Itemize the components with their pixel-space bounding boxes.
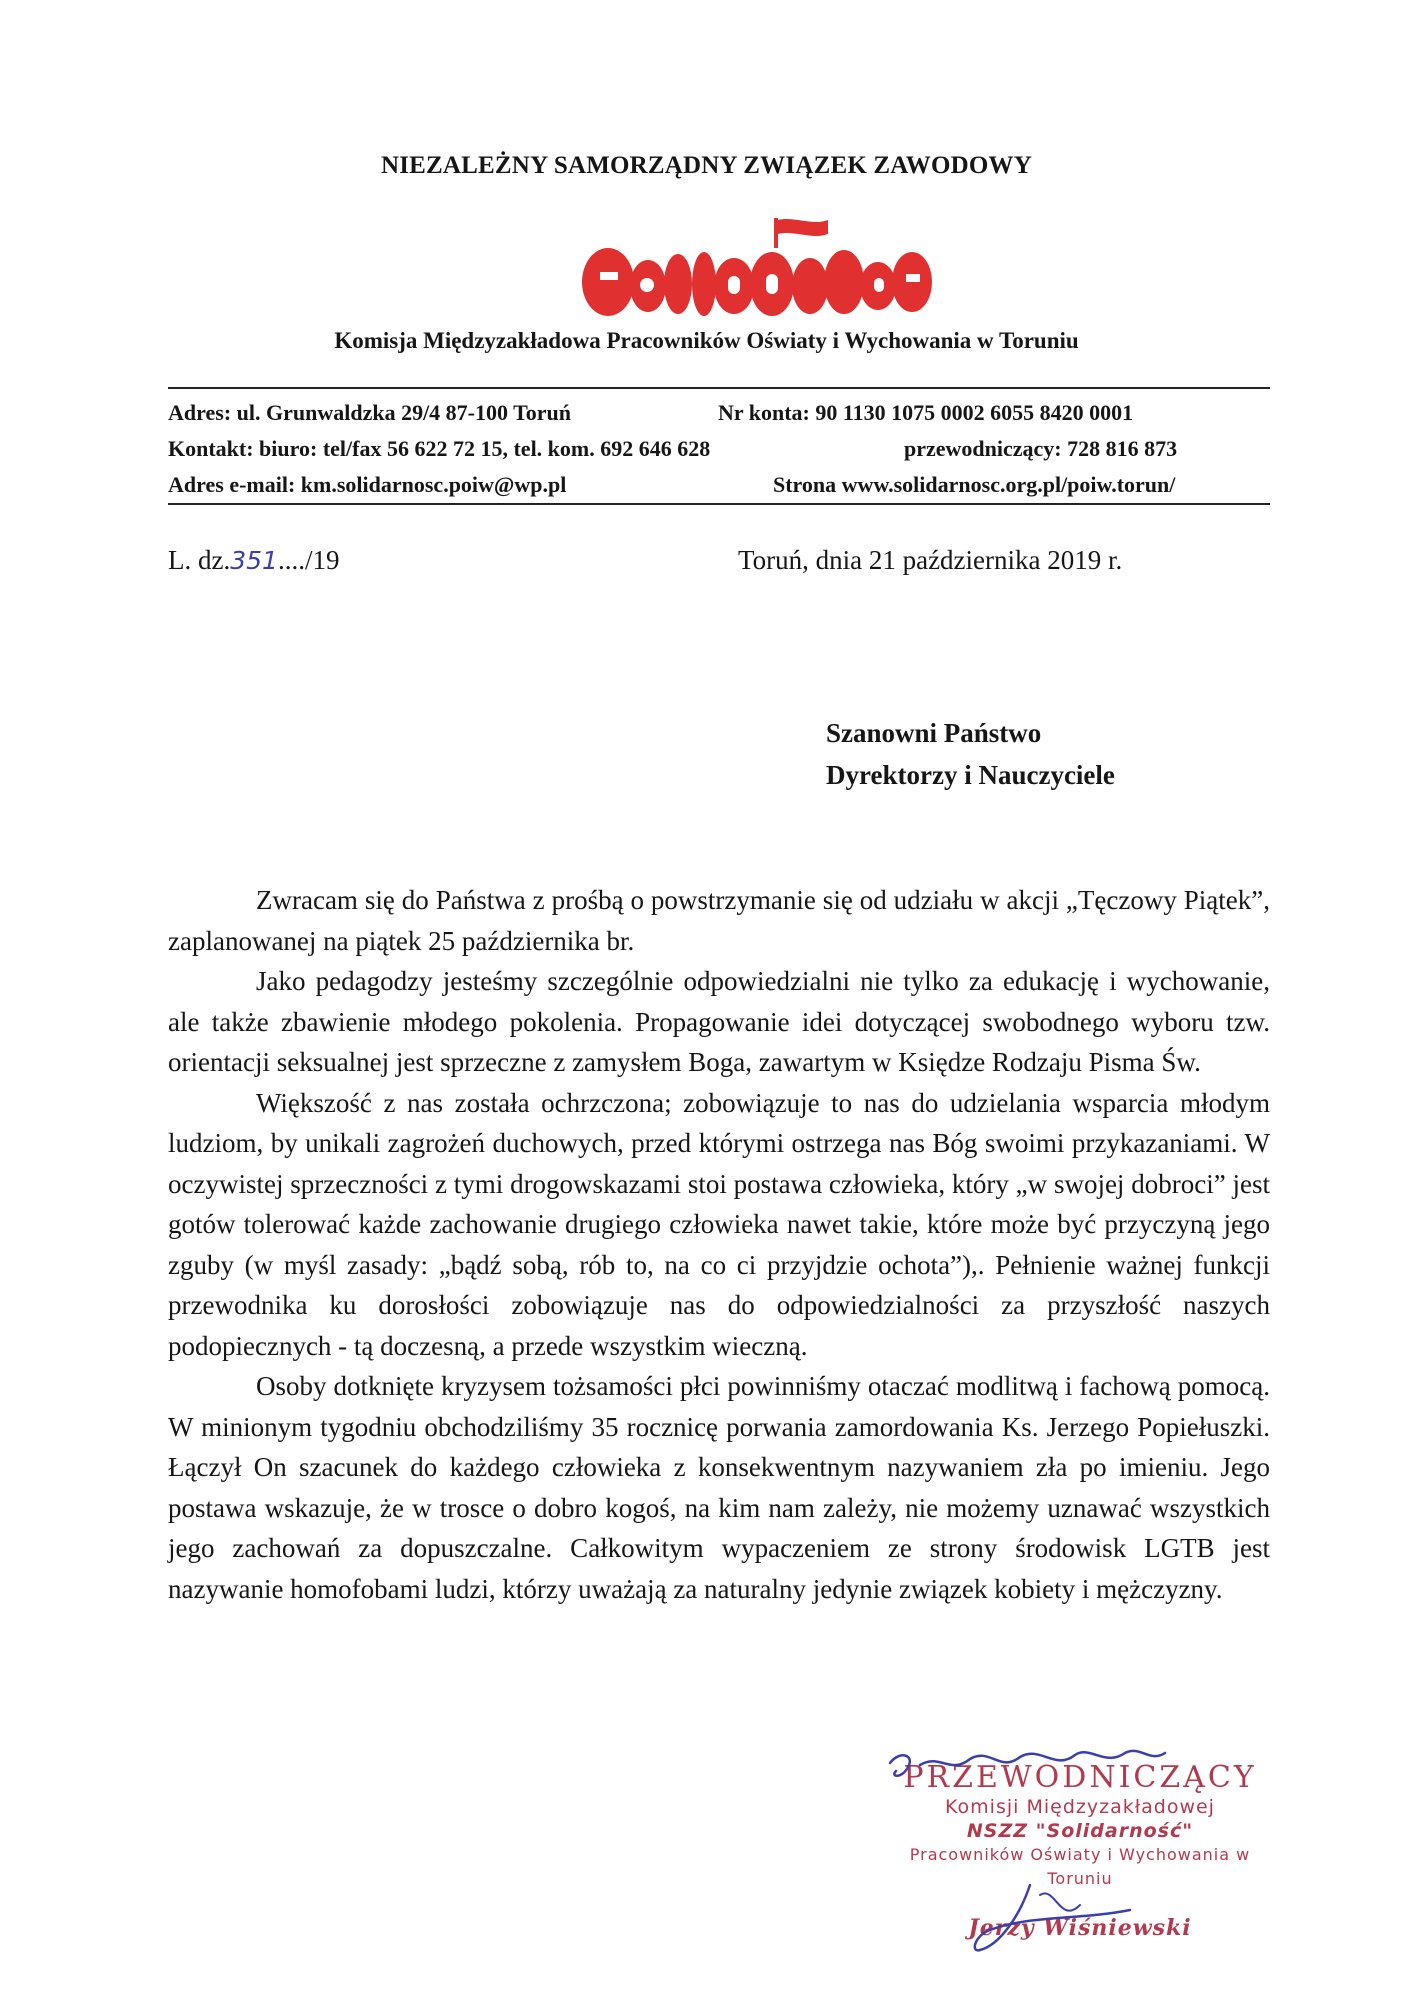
paragraph: Jako pedagodzy jesteśmy szczególnie odpowiedzialni nie tylko za edukację i wychowanie, ale także zbawienie młodego pokolenia. Propagowanie idei dotyczącej swobodnego wyboru tzw. orientacji seksualnej jest sprzeczne z zamysłem Boga, zawartym w Księdze Rodzaju Pisma Św. xyxy=(168,966,1270,1077)
stamp-line: NSZZ "Solidarność" xyxy=(966,1820,1194,1842)
solidarnosc-logo xyxy=(578,212,938,322)
paragraph: Osoby dotknięte kryzysem tożsamości płci powinniśmy otaczać modlitwą i fachową pomocą. W minionym tygodniu obchodziliśmy 35 rocznicę porwania zamordowania Ks. Jerzego Popiełuszki. Łączył On szacunek do każdego człowieka z konsekwentnym nazywaniem zła po imieniu. Jego postawa wskazuje, że w trosce o dobro kogoś, na kim nam zależy, nie możemy uznawać wszystkich jego zachowań za dopuszczalne. Całkowitym wypaczeniem ze strony środowisk LGTB jest nazywanie homofobami ludzi, którzy uważają za naturalny jedynie związek kobiety i mężczyzny. xyxy=(168,1371,1270,1604)
date-line: Toruń, dnia 21 października 2019 r. xyxy=(738,545,1123,575)
stamp-title: PRZEWODNICZĄCY xyxy=(903,1760,1257,1795)
header-divider-bottom xyxy=(168,503,1270,505)
chairman-phone: przewodniczący: 728 816 873 xyxy=(904,436,1178,461)
addressee-line-2: Dyrektorzy i Nauczyciele xyxy=(826,760,1115,790)
reference-number: L. dz.351..../19 xyxy=(168,545,340,575)
stamp-line: Komisji Międzyzakładowej xyxy=(945,1796,1215,1818)
stamp-name: Jerzy Wiśniewski xyxy=(968,1915,1192,1941)
paragraph: Zwracam się do Państwa z prośbą o powstrzymanie się od udziału w akcji „Tęczowy Piątek”, zaplanowanej na piątek 25 października br. xyxy=(168,885,1270,956)
commission-name: Komisja Międzyzakładowa Pracowników Oświaty i Wychowania w Toruniu xyxy=(334,328,1079,353)
office-contact: Kontakt: biuro: tel/fax 56 622 72 15, tel. kom. 692 646 628 xyxy=(168,436,711,461)
email: Adres e-mail: km.solidarnosc.poiw@wp.pl xyxy=(168,472,567,497)
letter-body xyxy=(168,880,1270,1609)
stamp-line: Pracowników Oświaty i Wychowania w Toruniu xyxy=(909,1845,1251,1888)
paragraph: Większość z nas została ochrzczona; zobowiązuje to nas do udzielania wsparcia młodym ludziom, by unikali zagrożeń duchowych, przed którymi ostrzega nas Bóg swoimi przykazaniami. W oczywistej sprzeczności z tymi drogowskazami stoi postawa człowieka, który „w swojej dobroci” jest gotów tolerować każde zachowanie drugiego człowieka nawet takie, które może być przyczyną jego zguby (w myśl zasady: „bądź sobą, rób to, na co ci przyjdzie ochota”),. Pełnienie ważnej funkcji przewodnika ku dorosłości zobowiązuje nas do odpowiedzialności za przyszłość naszych podopiecznych - tą doczesną, a przede wszystkim wieczną. xyxy=(168,1087,1270,1361)
bank-account: Nr konta: 90 1130 1075 0002 6055 8420 0001 xyxy=(718,400,1134,425)
handwritten-number: 351 xyxy=(230,546,278,575)
chairman-stamp xyxy=(880,1760,1280,1941)
header-divider-top xyxy=(168,387,1270,389)
union-name: NIEZALEŻNY SAMORZĄDNY ZWIĄZEK ZAWODOWY xyxy=(381,152,1032,179)
addressee-line-1: Szanowni Państwo xyxy=(826,718,1042,748)
address: Adres: ul. Grunwaldzka 29/4 87-100 Toruń xyxy=(168,400,572,425)
website: Strona www.solidarnosc.org.pl/poiw.torun/ xyxy=(773,472,1176,497)
